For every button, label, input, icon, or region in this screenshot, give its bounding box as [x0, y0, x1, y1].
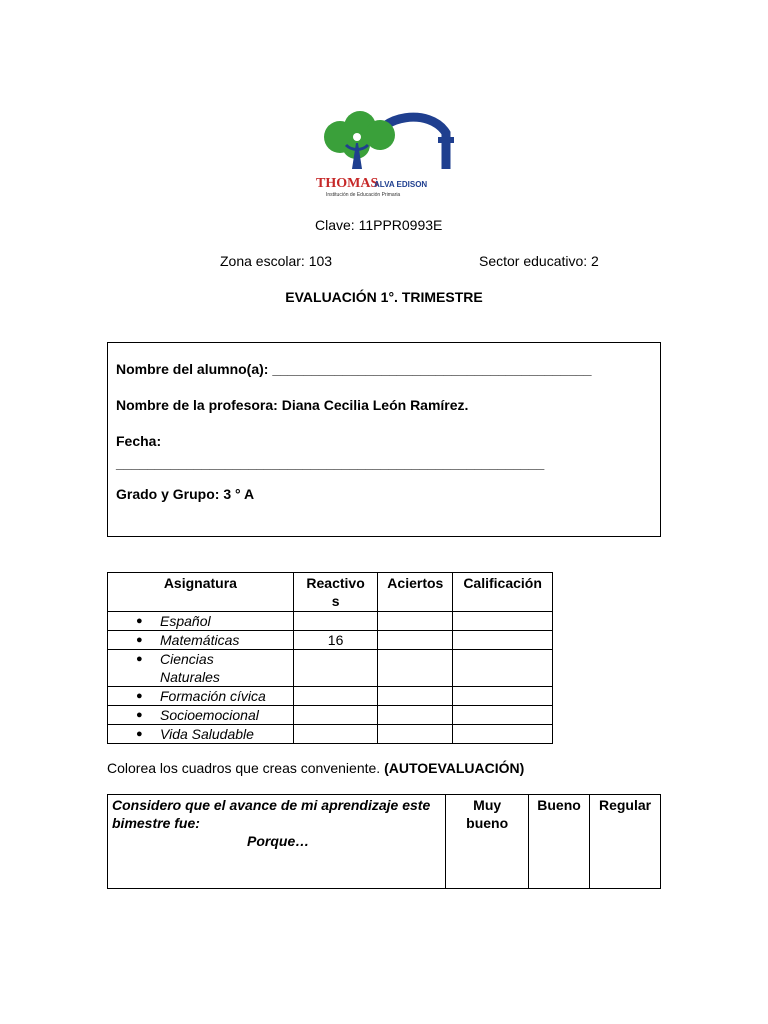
- aciertos-cell[interactable]: [378, 706, 453, 725]
- svg-text:ALVA EDISON: ALVA EDISON: [374, 180, 428, 189]
- bullet-icon: ●: [136, 690, 143, 702]
- subject-name: Formación cívica: [160, 688, 266, 704]
- page-title: EVALUACIÓN 1°. TRIMESTRE: [285, 289, 483, 305]
- self-eval-prompt-cell: [108, 795, 446, 889]
- header-calificacion: Calificación: [453, 573, 553, 612]
- option-regular[interactable]: Regular: [590, 795, 661, 889]
- aciertos-cell[interactable]: [378, 650, 453, 687]
- table-row: [108, 631, 553, 650]
- table-row: [108, 612, 553, 631]
- calificacion-cell[interactable]: [453, 706, 553, 725]
- subject-name: Matemáticas: [160, 632, 240, 648]
- option-muy-bueno[interactable]: Muy bueno: [446, 795, 529, 889]
- teacher-name: Nombre de la profesora: Diana Cecilia León Ramírez.: [116, 397, 469, 413]
- student-name-field[interactable]: Nombre del alumno(a): _________________________________________: [116, 361, 592, 377]
- subject-cell: [108, 687, 294, 706]
- self-eval-row: [108, 795, 661, 889]
- calificacion-cell[interactable]: [453, 650, 553, 687]
- aciertos-cell[interactable]: [378, 631, 453, 650]
- self-eval-table: [107, 794, 661, 889]
- school-logo: [312, 107, 458, 199]
- subject-cell: [108, 650, 294, 687]
- bullet-icon: ●: [136, 709, 143, 721]
- table-row: [108, 650, 553, 687]
- date-label: Fecha:: [116, 433, 162, 449]
- reactivos-cell[interactable]: [293, 725, 378, 744]
- aciertos-cell[interactable]: [378, 725, 453, 744]
- header-asignatura: Asignatura: [108, 573, 294, 612]
- logo-graphic: [312, 107, 458, 199]
- subject-cell: [108, 725, 294, 744]
- svg-text:THOMAS: THOMAS: [316, 176, 379, 191]
- self-eval-prompt: Considero que el avance de mi aprendizaje este bimestre fue:: [112, 797, 431, 831]
- subjects-table: [107, 572, 553, 744]
- reactivos-cell[interactable]: [293, 687, 378, 706]
- subject-name: Ciencias Naturales: [160, 651, 220, 685]
- aciertos-cell[interactable]: [378, 612, 453, 631]
- bullet-icon: ●: [136, 634, 143, 646]
- svg-text:Institución de Educación Prima: Institución de Educación Primaria: [326, 192, 401, 198]
- porque-label: Porque…: [247, 833, 310, 849]
- subject-cell: [108, 612, 294, 631]
- self-eval-instruction: [107, 760, 524, 776]
- table-row: [108, 687, 553, 706]
- bullet-icon: ●: [136, 728, 143, 740]
- sector-educativo-text: Sector educativo: 2: [479, 253, 599, 269]
- zona-escolar-text: Zona escolar: 103: [220, 253, 333, 269]
- reactivos-cell[interactable]: [293, 706, 378, 725]
- bullet-icon: ●: [136, 615, 143, 627]
- subject-cell: [108, 706, 294, 725]
- reactivos-cell[interactable]: [293, 650, 378, 687]
- bullet-icon: ●: [136, 653, 143, 665]
- aciertos-cell[interactable]: [378, 687, 453, 706]
- clave-text: Clave: 11PPR0993E: [315, 217, 443, 233]
- grade-group: Grado y Grupo: 3 ° A: [116, 486, 255, 502]
- reactivos-cell[interactable]: 16: [293, 631, 378, 650]
- header-reactivos: Reactivo s: [293, 573, 378, 612]
- calificacion-cell[interactable]: [453, 687, 553, 706]
- header-aciertos: Aciertos: [378, 573, 453, 612]
- calificacion-cell[interactable]: [453, 725, 553, 744]
- option-bueno[interactable]: Bueno: [529, 795, 590, 889]
- subject-name: Socioemocional: [160, 707, 259, 723]
- instruction-bold: (AUTOEVALUACIÓN): [384, 760, 525, 776]
- calificacion-cell[interactable]: [453, 631, 553, 650]
- student-info-box: [107, 342, 661, 537]
- date-field[interactable]: _______________________________________________________: [116, 455, 545, 471]
- instruction-text: Colorea los cuadros que creas conveniente.: [107, 760, 381, 776]
- reactivos-cell[interactable]: [293, 612, 378, 631]
- subject-name: Español: [160, 613, 211, 629]
- subject-cell: [108, 631, 294, 650]
- table-row: [108, 706, 553, 725]
- table-row: [108, 725, 553, 744]
- table-header-row: [108, 573, 553, 612]
- subject-name: Vida Saludable: [160, 726, 254, 742]
- calificacion-cell[interactable]: [453, 612, 553, 631]
